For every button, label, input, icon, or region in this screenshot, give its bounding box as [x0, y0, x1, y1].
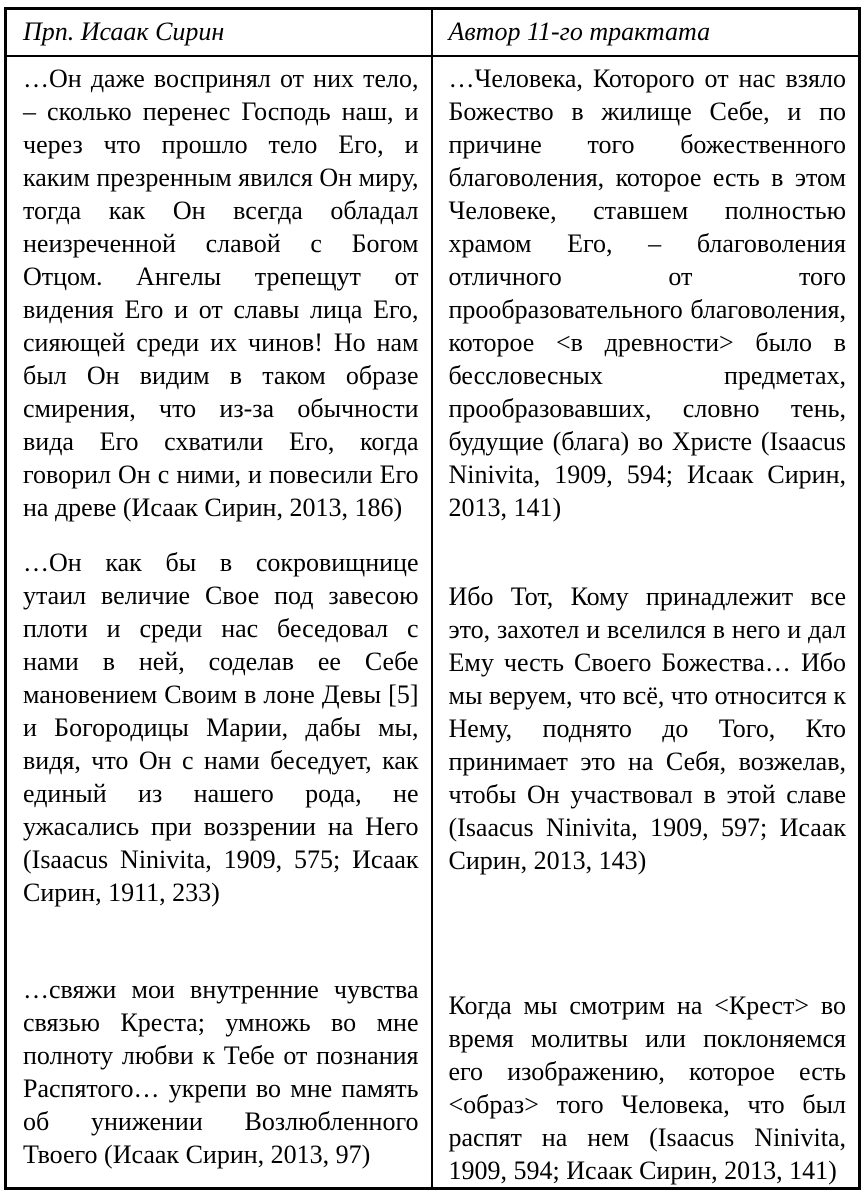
header-cell-author-11th-treatise	[433, 10, 859, 55]
header-left-title: Прп. Исаак Сирин	[23, 17, 225, 46]
header-right-title: Автор 11-го трактата	[448, 17, 711, 46]
table-header-row	[7, 10, 858, 57]
quote-paragraph-left-3: …свяжи мои внутренние чувства связью Креста; умножь во мне полноту любви к Тебе от познания Распятого… укрепи во мне память об унижении Возлюбленного Твоего (Исаак Сирин, 2013, 97)	[23, 975, 419, 1169]
header-cell-isaak-sirin	[7, 10, 433, 55]
column-author-11th-treatise	[433, 57, 859, 1187]
quote-paragraph-right-2: Ибо Тот, Кому принадлежит все это, захотел и вселился в него и дал Ему честь Своего Божества… Ибо мы веруем, что всё, что относится к Нему, поднято до Того, Кто принимает это на Себя, возжелав, чтобы Он участвовал в этой славе (Isaacus Ninivita, 1909, 597; Исаак Сирин, 2013, 143)	[448, 582, 846, 875]
quote-paragraph-left-1: …Он даже воспринял от них тело, – сколько перенес Господь наш, и через что прошло тело Его, и каким презренным явился Он миру, тогда как Он всегда обладал неизреченной славой с Богом Отцом. Ангелы трепещут от видения Его и от славы лица Его, сияющей среди их чинов! Но нам был Он видим в таком образе смирения, что из-за обычности вида Его схватили Его, когда говорил Он с ними, и повесили Его на древе (Исаак Сирин, 2013, 186)	[23, 64, 419, 522]
comparison-table	[4, 7, 861, 1190]
quote-paragraph-left-2: …Он как бы в сокровищнице утаил величие Свое под завесою плоти и среди нас беседовал с нами в ней, соделав ее Себе мановением Своим в лоне Девы [5] и Богородицы Марии, дабы мы, видя, что Он с нами беседует, как единый из нашего рода, не ужасались при воззрении на Него (Isaacus Ninivita, 1909, 575; Исаак Сирин, 1911, 233)	[23, 548, 419, 907]
quote-paragraph-right-3: Когда мы смотрим на <Крест> во время молитвы или поклоняемся его изображению, которое есть <образ> того Человека, что был распят на нем (Isaacus Ninivita, 1909, 594; Исаак Сирин, 2013, 141)	[448, 991, 846, 1185]
column-isaak-sirin	[7, 57, 433, 1187]
table-body-row	[7, 57, 858, 1187]
quote-paragraph-right-1: …Человека, Которого от нас взяло Божество в жилище Себе, и по причине того божественного благоволения, которое есть в этом Человеке, ставшем полностью храмом Его, – благоволения отличного от того прообразовательного благоволения, которое <в древности> было в бессловесных предметах, прообразовавших, словно тень, будущие (блага) во Христе (Isaacus Ninivita, 1909, 594; Исаак Сирин, 2013, 141)	[448, 64, 846, 522]
